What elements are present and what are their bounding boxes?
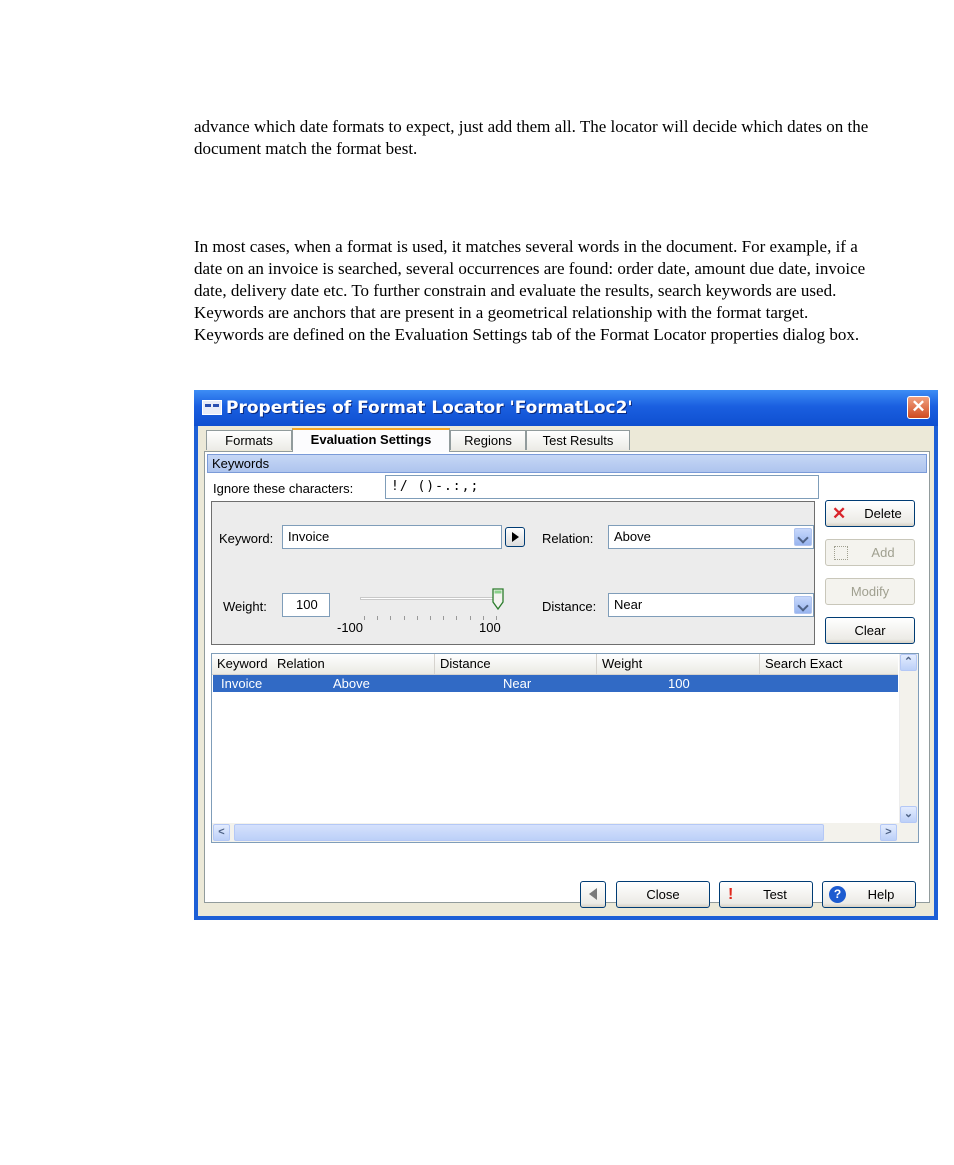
- distance-label: Distance:: [542, 599, 597, 614]
- tab-strip: [204, 428, 924, 451]
- horizontal-scrollbar[interactable]: [212, 823, 918, 842]
- scroll-right-icon[interactable]: >: [880, 824, 897, 841]
- help-icon: ?: [829, 886, 846, 903]
- row-weight: 100: [668, 676, 690, 691]
- slider-tick: [430, 616, 431, 620]
- add-label: Add: [871, 545, 895, 560]
- delete-label: Delete: [864, 506, 902, 521]
- slider-tick: [364, 616, 365, 620]
- close-button[interactable]: Close: [616, 881, 710, 908]
- slider-tick: [443, 616, 444, 620]
- back-button[interactable]: [580, 881, 606, 908]
- distance-select[interactable]: [608, 593, 814, 617]
- scroll-left-icon[interactable]: <: [213, 824, 230, 841]
- row-keyword: Invoice: [221, 676, 263, 691]
- back-arrow-icon: [589, 888, 597, 900]
- row-distance: Near: [503, 676, 532, 691]
- slider-tick: [390, 616, 391, 620]
- help-label: Help: [867, 887, 895, 902]
- distance-value: Near: [614, 597, 643, 612]
- weight-input[interactable]: 100: [282, 593, 330, 617]
- tab-test-results[interactable]: Test Results: [526, 430, 630, 450]
- test-label: Test: [763, 887, 787, 902]
- help-button[interactable]: [822, 881, 916, 908]
- vertical-scrollbar[interactable]: [899, 654, 918, 824]
- row-relation: Above: [333, 676, 370, 691]
- relation-select[interactable]: [608, 525, 814, 549]
- modify-button[interactable]: Modify: [825, 578, 915, 605]
- keywords-group-header: Keywords: [207, 454, 927, 473]
- keyword-menu-button[interactable]: [505, 527, 525, 547]
- scroll-down-icon[interactable]: ⌄: [900, 806, 917, 823]
- slider-tick: [456, 616, 457, 620]
- keyword-label: Keyword:: [219, 531, 274, 546]
- close-window-button[interactable]: [907, 396, 930, 419]
- clear-button[interactable]: Clear: [825, 617, 915, 644]
- close-icon: ✕: [911, 397, 926, 416]
- scroll-up-icon[interactable]: ⌃: [900, 654, 917, 671]
- doc-paragraph-1: advance which date formats to expect, just add them all. The locator will decide which dates on the document match the format best.: [194, 117, 869, 158]
- weight-slider-thumb[interactable]: [492, 588, 504, 610]
- relation-label: Relation:: [542, 531, 594, 546]
- list-header: [212, 654, 898, 675]
- app-icon: [202, 400, 222, 415]
- slider-min-label: -100: [337, 620, 364, 635]
- column-weight[interactable]: Weight: [597, 654, 760, 674]
- doc-paragraph-2: In most cases, when a format is used, it matches several words in the document. For example, if a date on an invoice is searched, several occurrences are found: order date, amount due date, invoice date, delivery date etc. To further constrain and evaluate the results, search keywords are used. Keywords are anchors that are present in a geometrical relationship with the format target. Keywords are defined on the Evaluation Settings tab of the Format Locator properties dialog box.: [194, 237, 866, 344]
- tab-evaluation-settings[interactable]: Evaluation Settings: [292, 428, 450, 452]
- dialog-title: Properties of Format Locator 'FormatLoc2': [226, 398, 633, 418]
- keyword-editor: [211, 501, 815, 645]
- slider-tick: [417, 616, 418, 620]
- horizontal-scroll-thumb[interactable]: [234, 824, 824, 841]
- weight-label: Weight:: [223, 599, 267, 614]
- chevron-down-icon: [794, 596, 812, 614]
- column-search-exact[interactable]: Search Exact: [765, 656, 843, 671]
- exclamation-icon: !: [728, 886, 734, 903]
- slider-tick: [470, 616, 471, 620]
- slider-tick: [377, 616, 378, 620]
- slider-tick: [404, 616, 405, 620]
- chevron-down-icon: [794, 528, 812, 546]
- ignore-characters-input[interactable]: !/ ()-.:,;: [385, 475, 819, 499]
- delete-button[interactable]: [825, 500, 915, 527]
- table-row[interactable]: [213, 675, 898, 692]
- tab-regions[interactable]: Regions: [450, 430, 526, 450]
- slider-max-label: 100: [479, 620, 501, 635]
- add-button[interactable]: [825, 539, 915, 566]
- relation-value: Above: [614, 529, 651, 544]
- test-button[interactable]: [719, 881, 813, 908]
- ignore-characters-label: Ignore these characters:: [213, 481, 354, 496]
- weight-slider-track[interactable]: [360, 597, 500, 600]
- column-keyword[interactable]: Keyword: [217, 656, 268, 671]
- add-icon: [834, 546, 848, 560]
- keyword-input[interactable]: Invoice: [282, 525, 502, 549]
- tab-formats[interactable]: Formats: [206, 430, 292, 450]
- column-relation[interactable]: Relation: [272, 654, 435, 674]
- column-distance[interactable]: Distance: [435, 654, 597, 674]
- properties-dialog: [194, 390, 938, 920]
- delete-icon: ✕: [832, 504, 847, 523]
- dialog-body: [198, 426, 934, 916]
- keyword-list[interactable]: [211, 653, 919, 843]
- evaluation-settings-panel: [204, 451, 930, 903]
- title-bar[interactable]: [194, 390, 938, 426]
